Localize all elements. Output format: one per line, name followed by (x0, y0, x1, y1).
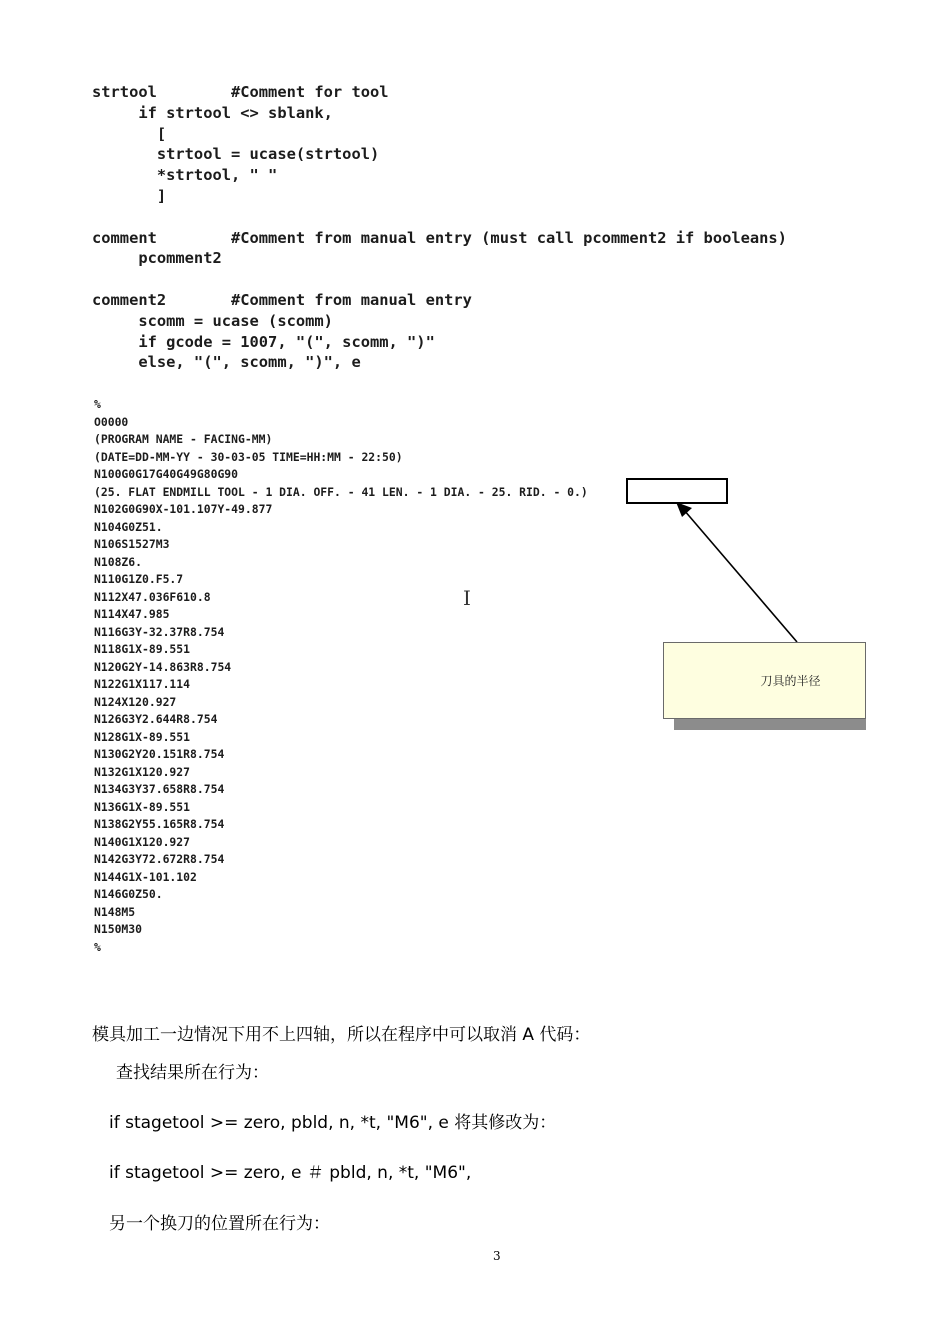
code-line: strtool = ucase(strtool) (92, 145, 380, 164)
code-line: comment #Comment from manual entry (must call pcomment2 if booleans) (92, 228, 787, 247)
code-line: N148M5 (94, 904, 136, 919)
paragraph-1: 模具加工一边情况下用不上四轴，所以在程序中可以取消 A 代码： (92, 1025, 591, 1045)
code-line: N142G3Y72.672R8.754 (94, 852, 225, 866)
code-line: scomm = ucase (scomm) (92, 311, 333, 330)
code-line: N124X120.927 (94, 694, 177, 709)
code-line: N128G1X-89.551 (94, 729, 191, 744)
code-line: N106S1527M3 (94, 537, 170, 551)
code-line: N102G0G90X-101.107Y-49.877 (94, 502, 273, 516)
code-line: N138G2Y55.165R8.754 (94, 817, 225, 831)
code-line: if strtool <> sblank, (92, 103, 333, 122)
code-line: pcomment2 (92, 249, 222, 268)
code-line: else, "(", scomm, ")", e (92, 353, 361, 372)
code-line: N146G0Z50. (94, 887, 163, 901)
code-line: if gcode = 1007, "(", scomm, ")" (92, 332, 435, 351)
code-line: N112X47.036F610.8 (94, 589, 211, 604)
code-line: N108Z6. (94, 554, 143, 569)
code-line: *strtool, " " (92, 166, 278, 185)
code-line: % (94, 397, 101, 411)
code-line: comment2 #Comment from manual entry (92, 290, 472, 309)
callout-note (663, 642, 866, 719)
radius-highlight-box (626, 478, 728, 504)
code-line: N120G2Y-14.863R8.754 (94, 659, 232, 674)
paragraph-3: if stagetool >= zero, pbld, n, *t, "M6", e 将其修改为： (109, 1113, 557, 1133)
text-cursor-icon: I (463, 586, 471, 610)
paragraph-5: 另一个换刀的位置所在行为： (109, 1214, 330, 1234)
code-line: N104G0Z51. (94, 519, 163, 534)
code-line: (PROGRAM NAME - FACING-MM) (94, 432, 273, 446)
code-line: [ (92, 124, 167, 143)
code-line (92, 207, 787, 228)
code-line: N114X47.985 (94, 607, 170, 621)
code-line: strtool #Comment for tool (92, 83, 389, 101)
paragraph-2: 查找结果所在行为： (116, 1063, 269, 1083)
code-line (92, 269, 787, 290)
code-line: N122G1X117.114 (94, 677, 191, 691)
paragraph-4: if stagetool >= zero, e ＃ pbld, n, *t, "M6", (109, 1163, 472, 1183)
code-line: % (94, 939, 101, 954)
callout-text: 刀具的半径 (760, 674, 821, 688)
code-line: N134G3Y37.658R8.754 (94, 782, 225, 796)
code-line: O0000 (94, 414, 129, 429)
code-line: N132G1X120.927 (94, 764, 191, 779)
code-line: N118G1X-89.551 (94, 642, 191, 656)
code-block-post-processor (92, 82, 787, 373)
code-block-nc-program (94, 396, 588, 956)
code-line: N136G1X-89.551 (94, 799, 191, 814)
code-line: ] (92, 186, 167, 205)
code-line: (25. FLAT ENDMILL TOOL - 1 DIA. OFF. - 41 LEN. - 1 DIA. - 25. RID. - 0.) (94, 484, 588, 499)
code-line: (DATE=DD-MM-YY - 30-03-05 TIME=HH:MM - 22:50) (94, 449, 403, 464)
code-line: N140G1X120.927 (94, 834, 191, 849)
code-line: N144G1X-101.102 (94, 869, 197, 884)
page-number: 3 (493, 1249, 501, 1263)
code-line: N130G2Y20.151R8.754 (94, 747, 225, 761)
code-line: N116G3Y-32.37R8.754 (94, 624, 225, 639)
code-line: N150M30 (94, 922, 143, 936)
code-line: N110G1Z0.F5.7 (94, 572, 184, 586)
code-line: N126G3Y2.644R8.754 (94, 712, 218, 726)
code-line: N100G0G17G40G49G80G90 (94, 467, 239, 481)
